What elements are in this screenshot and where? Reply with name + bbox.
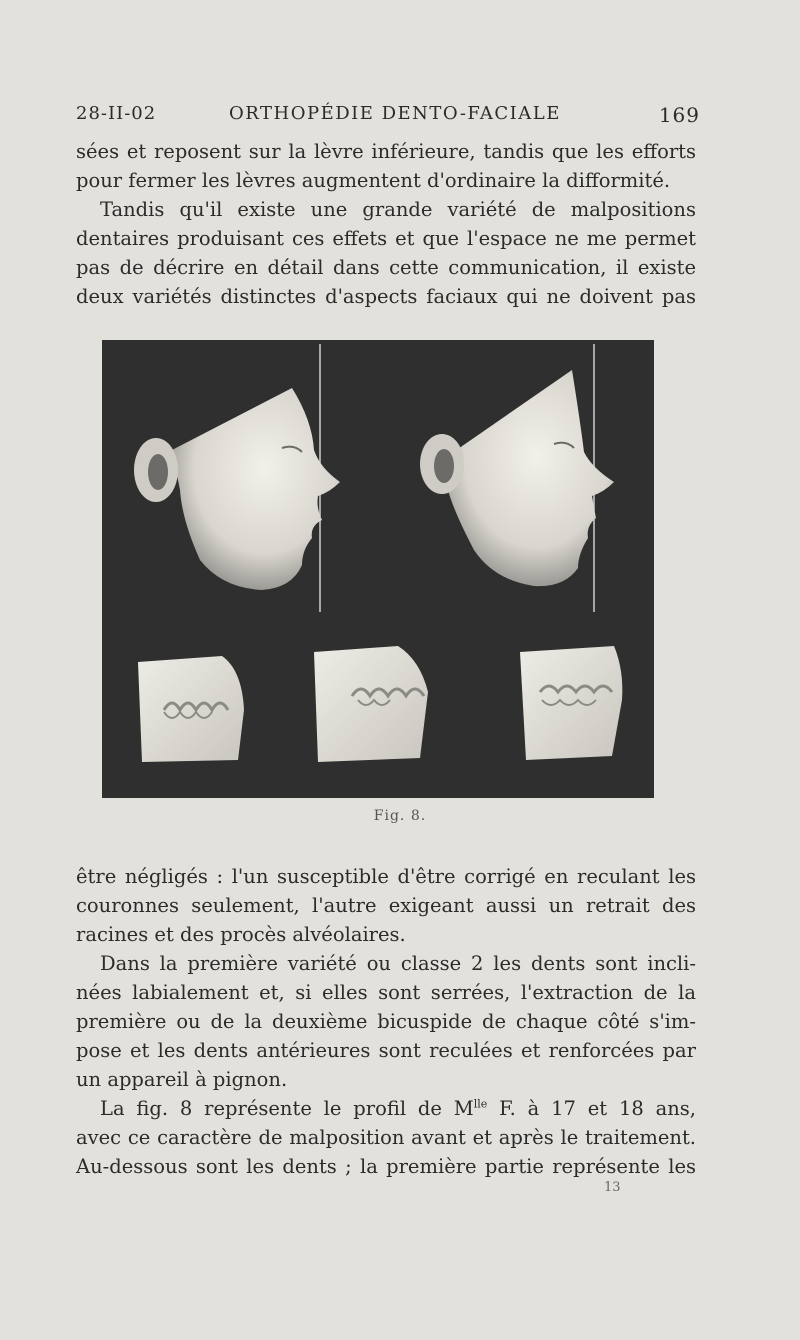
dental-cast-3 [520, 646, 622, 760]
text-line: pas de décrire en détail dans cette communication, il existe [76, 256, 696, 279]
paragraph-top [76, 137, 696, 311]
text-line: dentaires produisant ces effets et que l'espace ne me permet [76, 227, 696, 250]
text-line: nées labialement et, si elles sont serrées, l'extraction de la [76, 981, 696, 1004]
header-date: 28-II-02 [76, 103, 157, 124]
text-line: pose et les dents antérieures sont reculées et renforcées par [76, 1039, 696, 1062]
text-line: première ou de la deuxième bicuspide de chaque côté s'im- [76, 1010, 696, 1033]
text-line: Au-dessous sont les dents ; la première partie représente les [76, 1155, 696, 1178]
text-line: avec ce caractère de malposition avant et après le traitement. [76, 1126, 696, 1149]
dental-cast-2 [314, 646, 428, 762]
header-title: ORTHOPÉDIE DENTO-FACIALE [229, 103, 561, 124]
plaster-casts-photo [102, 340, 654, 798]
text-segment: F. à 17 et 18 ans, [487, 1097, 696, 1120]
page-number: 169 [658, 103, 700, 127]
text-line: Tandis qu'il existe une grande variété de malpositions [100, 198, 696, 221]
text-line: racines et des procès alvéolaires. [76, 923, 406, 946]
signature-mark: 13 [604, 1180, 621, 1195]
text-line: être négligés : l'un susceptible d'être corrigé en reculant les [76, 865, 696, 888]
running-header [76, 103, 700, 131]
paragraph-bottom [76, 862, 696, 1181]
text-segment: La fig. 8 représente le profil de M [100, 1097, 474, 1120]
figure-caption: Fig. 8. [373, 808, 427, 824]
figure-photograph [102, 340, 654, 798]
text-line: deux variétés distinctes d'aspects faciaux qui ne doivent pas [76, 285, 696, 308]
text-line: un appareil à pignon. [76, 1068, 288, 1091]
text-line: couronnes seulement, l'autre exigeant aussi un retrait des [76, 894, 696, 917]
text-line: Dans la première variété ou classe 2 les dents sont incli- [100, 952, 696, 975]
superscript: lle [473, 1097, 488, 1111]
text-line [76, 1094, 696, 1123]
text-line: pour fermer les lèvres augmentent d'ordinaire la difformité. [76, 169, 671, 192]
text-line: sées et reposent sur la lèvre inférieure, tandis que les efforts [76, 140, 696, 163]
dental-cast-1 [138, 656, 244, 762]
